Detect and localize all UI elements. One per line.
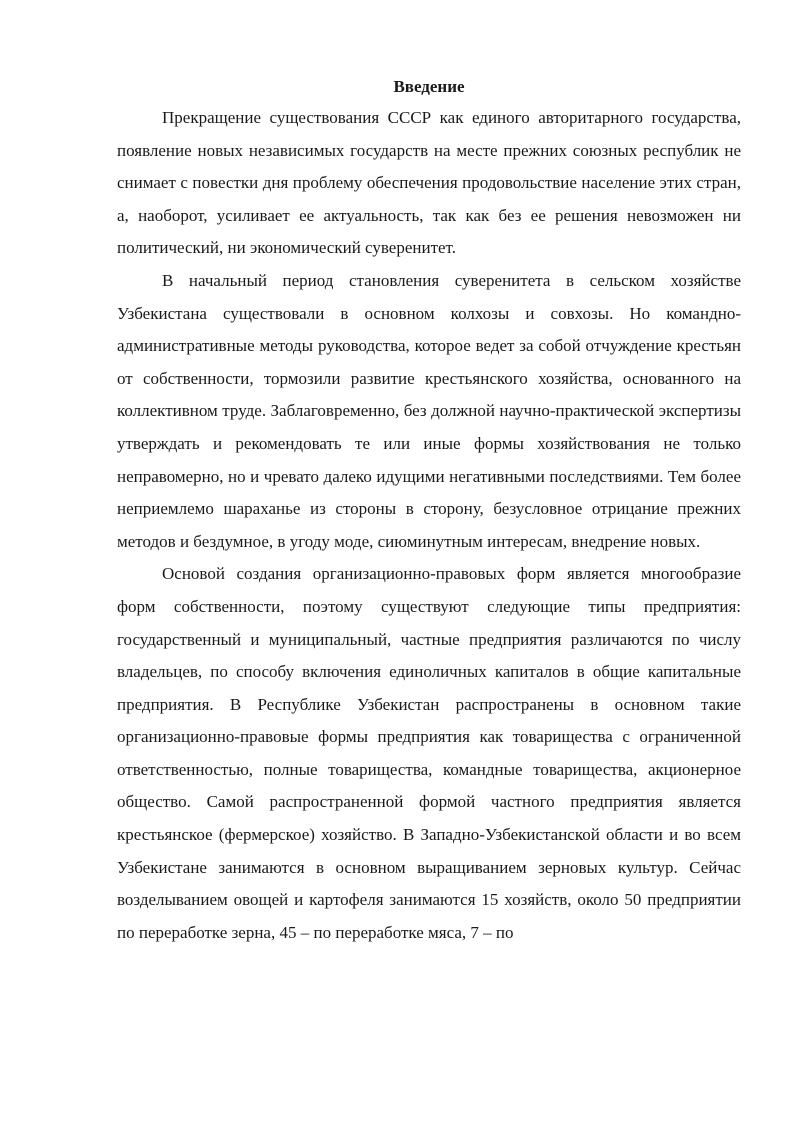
paragraph-2: В начальный период становления суверенитета в сельском хозяйстве Узбекистана существовали в основном колхозы и совхозы. Но командно-административные методы руководства, которое ведет за собой отчуждение крестьян от собственности, тормозили развитие крестьянского хозяйства, основанного на коллективном труде. Заблаговременно, без должной научно-практической экспертизы утверждать и рекомендовать те или иные формы хозяйствования не только неправомерно, но и чревато далеко идущими негативными последствиями. Тем более неприемлемо шараханье из стороны в сторону, безусловное отрицание прежних методов и бездумное, в угоду моде, сиюминутным интересам, внедрение новых.: [117, 270, 741, 551]
paragraph-1: Прекращение существования СССР как единого авторитарного государства, появление новых независимых государств на месте прежних союзных республик не снимает с повестки дня проблему обеспечения продовольствие население этих стран, а, наоборот, усиливает ее актуальность, так как без ее решения невозможен ни политический, ни экономический суверенитет.: [117, 108, 741, 258]
document-title: Введение: [393, 77, 465, 96]
paragraph-3: Основой создания организационно-правовых форм является многообразие форм собственности, поэтому существуют следующие типы предприятия: государственный и муниципальный, частные предприятия различаются по числу владельцев, по способу включения единоличных капиталов в общие капитальные предприятия. В Республике Узбекистан распространены в основном такие организационно-правовые формы предприятия как товарищества с ограниченной ответственностью, полные товарищества, командные товарищества, акционерное общество. Самой распространенной формой частного предприятия является крестьянское (фермерское) хозяйство. В Западно-Узбекистанской области и во всем Узбекистане занимаются в основном выращиванием зерновых культур. Сейчас возделыванием овощей и картофеля занимаются 15 хозяйств, около 50 предприятии по переработке зерна, 45 – по переработке мяса, 7 – по: [117, 564, 741, 942]
document-body: [117, 72, 741, 949]
